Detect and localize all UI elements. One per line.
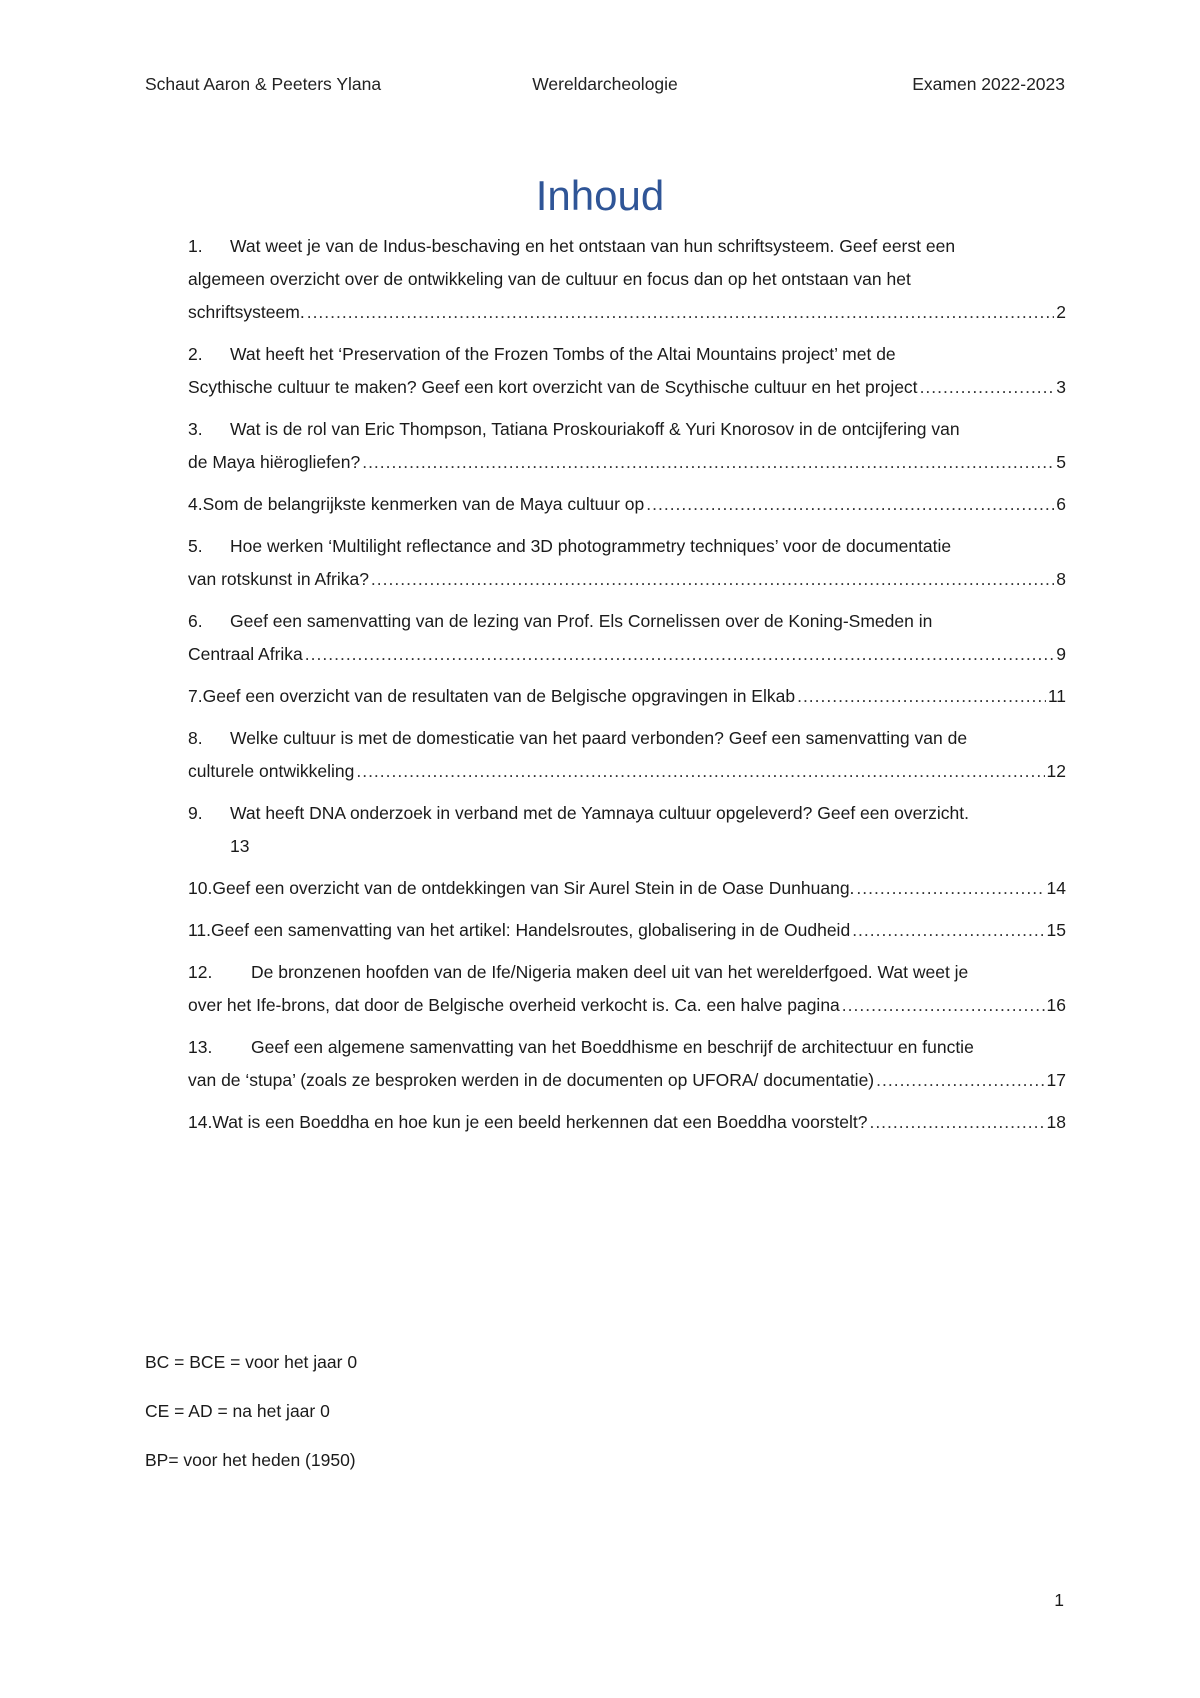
toc-entry[interactable]	[188, 338, 1066, 404]
toc-entry-text-line: Centraal Afrika	[188, 644, 303, 664]
toc-leader-dots	[869, 1106, 1044, 1139]
toc-entry[interactable]	[188, 1031, 1066, 1097]
toc-entry-page: 12	[1046, 761, 1066, 781]
toc-entry-page: 11	[1047, 686, 1066, 706]
toc-entry-text: Som de belangrijkste kenmerken van de Maya cultuur op	[202, 494, 645, 514]
toc-entry-number: 3.	[188, 419, 203, 439]
toc-entry-text-line: Wat is de rol van Eric Thompson, Tatiana Proskouriakoff & Yuri Knorosov in de ontcijfering van	[230, 419, 960, 439]
toc-entry-number: 6.	[188, 611, 203, 631]
header-exam: Examen 2022-2023	[912, 74, 1065, 94]
table-of-contents	[188, 230, 1066, 1148]
toc-leader-dots	[356, 755, 1044, 788]
page-number: 1	[1054, 1590, 1064, 1610]
toc-entry-text-line: Geef een samenvatting van de lezing van Prof. Els Cornelissen over de Koning-Smeden in	[230, 611, 933, 631]
toc-entry-page: 6	[1056, 494, 1066, 514]
toc-entry[interactable]	[188, 722, 1066, 788]
toc-entry[interactable]	[188, 530, 1066, 596]
abbreviation-notes	[145, 1350, 357, 1497]
toc-entry-text-line: Wat heeft het ‘Preservation of the Frozen Tombs of the Altai Mountains project’ met de	[230, 344, 896, 364]
toc-entry[interactable]	[188, 872, 1066, 905]
toc-entry-number: 2.	[188, 344, 203, 364]
toc-entry[interactable]	[188, 914, 1066, 947]
note-bp: BP= voor het heden (1950)	[145, 1450, 356, 1470]
toc-entry-text: Geef een samenvatting van het artikel: Handelsroutes, globalisering in de Oudheid	[211, 920, 851, 940]
toc-leader-dots	[305, 638, 1054, 671]
toc-entry-text-line: Welke cultuur is met de domesticatie van het paard verbonden? Geef een samenvatting van de	[230, 728, 968, 748]
toc-entry[interactable]	[188, 413, 1066, 479]
toc-entry-text: Wat is een Boeddha en hoe kun je een beeld herkennen dat een Boeddha voorstelt?	[212, 1112, 868, 1132]
header-course: Wereldarcheologie	[532, 74, 678, 94]
toc-entry-page: 5	[1056, 452, 1066, 472]
toc-entry-number: 13.	[188, 1037, 213, 1057]
toc-leader-dots	[307, 296, 1055, 329]
toc-entry-page: 13	[230, 836, 250, 856]
toc-entry-page: 18	[1046, 1112, 1066, 1132]
toc-entry-number: 12.	[188, 962, 213, 982]
toc-leader-dots	[371, 563, 1054, 596]
toc-entry-page: 9	[1056, 644, 1066, 664]
toc-entry-text-line: de Maya hiërogliefen?	[188, 452, 361, 472]
toc-entry-number: 8.	[188, 728, 203, 748]
toc-entry-text-line: van de ‘stupa’ (zoals ze besproken werden in de documenten op UFORA/ documentatie)	[188, 1070, 875, 1090]
toc-entry-text-line: algemeen overzicht over de ontwikkeling van de cultuur en focus dan op het ontstaan van het	[188, 269, 911, 289]
toc-leader-dots	[920, 371, 1055, 404]
header-authors: Schaut Aaron & Peeters Ylana	[145, 74, 382, 94]
toc-entry-number: 11.	[188, 920, 212, 940]
toc-title: Inhoud	[535, 172, 665, 219]
toc-entry-text-line: Scythische cultuur te maken? Geef een kort overzicht van de Scythische cultuur en het project	[188, 377, 918, 397]
note-bc: BC = BCE = voor het jaar 0	[145, 1352, 358, 1372]
toc-entry-page: 3	[1056, 377, 1066, 397]
toc-entry-text-line: De bronzenen hoofden van de Ife/Nigeria maken deel uit van het werelderfgoed. Wat weet je	[251, 962, 969, 982]
toc-leader-dots	[797, 680, 1046, 713]
toc-entry-number: 7.	[188, 686, 203, 706]
toc-entry-number: 9.	[188, 803, 203, 823]
toc-entry-number: 1.	[188, 236, 203, 256]
toc-leader-dots	[856, 872, 1044, 905]
toc-entry-text-line: Geef een algemene samenvatting van het Boeddhisme en beschrijf de architectuur en functie	[251, 1037, 974, 1057]
toc-entry[interactable]	[188, 230, 1066, 329]
toc-entry[interactable]	[188, 680, 1066, 713]
toc-entry-text-line: van rotskunst in Afrika?	[188, 569, 369, 589]
toc-entry[interactable]	[188, 605, 1066, 671]
toc-entry-number: 10.	[188, 878, 213, 898]
toc-entry-text: Geef een overzicht van de ontdekkingen van Sir Aurel Stein in de Oase Dunhuang.	[212, 878, 855, 898]
toc-entry-page: 17	[1046, 1070, 1066, 1090]
toc-leader-dots	[362, 446, 1054, 479]
toc-entry-text: Geef een overzicht van de resultaten van de Belgische opgravingen in Elkab	[202, 686, 796, 706]
toc-entry-text-line: Hoe werken ‘Multilight reflectance and 3D photogrammetry techniques’ voor de documentatie	[230, 536, 952, 556]
toc-entry-text-line: Wat weet je van de Indus-beschaving en het ontstaan van hun schriftsysteem. Geef eerst een	[230, 236, 956, 256]
toc-entry-text-line: schriftsysteem.	[188, 302, 305, 322]
toc-entry-text-line: over het Ife-brons, dat door de Belgische overheid verkocht is. Ca. een halve pagina	[188, 995, 840, 1015]
toc-entry-number: 5.	[188, 536, 203, 556]
toc-leader-dots	[842, 989, 1045, 1022]
toc-leader-dots	[646, 488, 1054, 521]
toc-entry-page: 8	[1056, 569, 1066, 589]
toc-entry-page: 14	[1046, 878, 1066, 898]
toc-entry[interactable]	[188, 956, 1066, 1022]
toc-entry-number: 4.	[188, 494, 203, 514]
toc-entry-page: 16	[1046, 995, 1066, 1015]
toc-entry-page: 2	[1056, 302, 1066, 322]
toc-entry[interactable]	[188, 797, 1066, 863]
toc-entry-text-line: culturele ontwikkeling	[188, 761, 355, 781]
toc-entry-number: 14.	[188, 1112, 213, 1132]
note-ce: CE = AD = na het jaar 0	[145, 1401, 330, 1421]
toc-entry-text-line: Wat heeft DNA onderzoek in verband met de Yamnaya cultuur opgeleverd? Geef een overzicht.	[230, 803, 969, 823]
toc-leader-dots	[876, 1064, 1044, 1097]
page-header	[145, 74, 1065, 98]
toc-entry[interactable]	[188, 1106, 1066, 1139]
toc-entry[interactable]	[188, 488, 1066, 521]
toc-leader-dots	[852, 914, 1044, 947]
toc-entry-page: 15	[1046, 920, 1066, 940]
